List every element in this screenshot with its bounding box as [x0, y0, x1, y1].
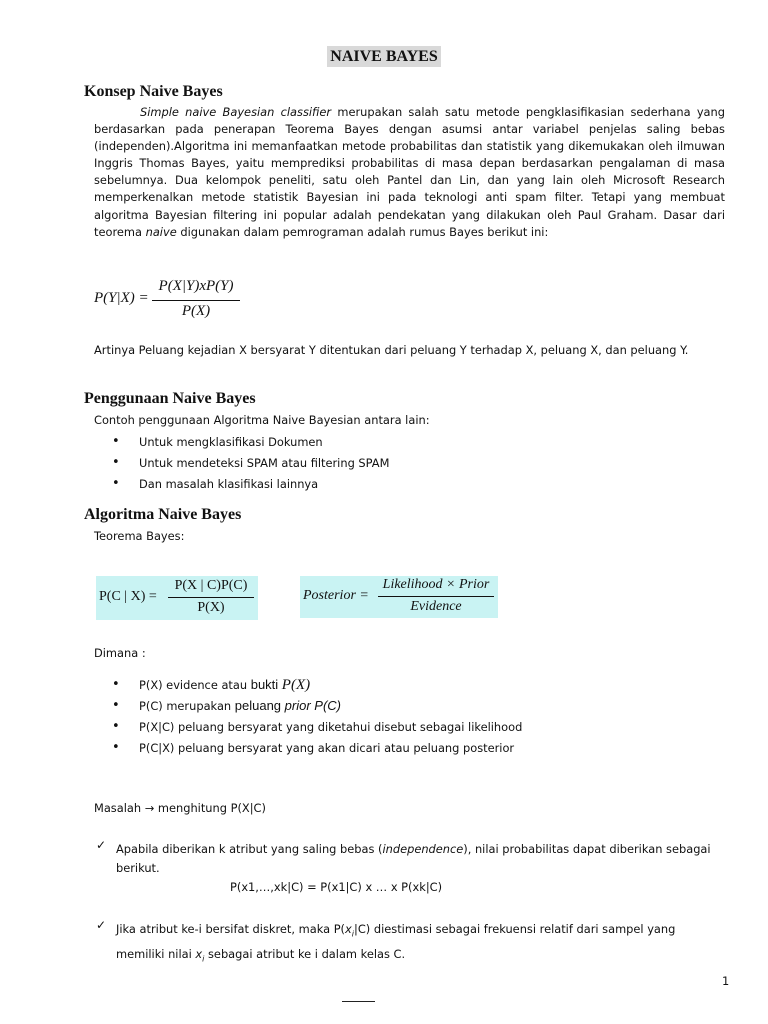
- check1-formula: P(x1,…,xk|C) = P(x1|C) x … x P(xk|C): [230, 880, 443, 894]
- title-text: NAIVE BAYES: [327, 46, 440, 67]
- formula1-fraction-bar: [152, 300, 240, 301]
- paragraph-konsep-body: [94, 104, 725, 241]
- check2-text: [116, 919, 726, 970]
- penggunaan-list: [112, 433, 389, 496]
- list-item-text: P(X) evidence atau: [139, 678, 251, 692]
- formula2-denominator: P(X): [197, 600, 225, 615]
- dimana-list: [112, 676, 522, 760]
- list-item-word: peluang: [234, 698, 285, 713]
- formula3-denominator: Evidence: [410, 599, 462, 614]
- formula1-numerator: P(X|Y)xP(Y): [158, 278, 234, 294]
- list-item-text: P(C|X) peluang bersyarat yang akan dicari atau peluang posterior: [139, 741, 515, 755]
- formula2-fraction-bar: [168, 597, 254, 598]
- list-item: • Dan masalah klasifikasi lainnya: [112, 475, 389, 496]
- page-number: 1: [722, 974, 730, 988]
- check2-a: Jika atribut ke-i bersifat diskret, maka P(: [116, 922, 346, 936]
- formula1-denominator: P(X): [181, 303, 211, 319]
- check1-post: ), nilai probabilitas dapat diberikan sebagai berikut.: [116, 842, 711, 875]
- naive-italic: naive: [145, 224, 177, 239]
- intro-italic: Simple naive Bayesian classifier: [140, 105, 332, 119]
- list-item-math: prior P(C): [284, 698, 341, 713]
- check1-pre: Apabila diberikan k atribut yang saling bebas (: [116, 842, 383, 856]
- paragraph-konsep: [94, 104, 725, 241]
- formula1-meaning: Artinya Peluang kejadian X bersyarat Y ditentukan dari peluang Y terhadap X, peluang X, dan peluang Y.: [94, 343, 689, 357]
- masalah-pre: Masalah: [94, 801, 145, 815]
- list-item-text: P(X|C) peluang bersyarat yang diketahui disebut sebagai likelihood: [139, 720, 523, 734]
- formula2-numerator: P(X | C)P(C): [174, 578, 248, 593]
- teorema-label: Teorema Bayes:: [94, 529, 185, 543]
- formula2-lhs: P(C | X) =: [99, 589, 157, 604]
- list-item-text: P(C) merupakan: [139, 699, 235, 713]
- list-item: [112, 697, 522, 718]
- intro-end: digunakan dalam pemrograman adalah rumus Bayes berikut ini:: [176, 224, 549, 239]
- masalah-line: [94, 801, 266, 815]
- formula-box-posterior: [300, 576, 498, 618]
- heading-konsep: Konsep Naive Bayes: [84, 83, 223, 100]
- intro-rest: merupakan salah satu metode pengklasifikasian sederhana yang berdasarkan pada penerapan Teorema Bayes dengan asumsi antar variabel penjelas saling bebas (independen).Algoritma ini memanfaatkan metode probabilitas dan statistik yang dikemukakan oleh ilmuwan Inggris Thomas Bayes, yaitu memprediksi probabilitas di masa depan berdasarkan pengalaman di masa sebelumnya. Dua kelompok peneliti, satu oleh Pantel dan Lin, dan yang lain oleh Microsoft Research memperkenalkan metode statistik Bayesian ini pada teknologi anti spam filter. Tetapi yang membuat algoritma Bayesian filtering ini popular adalah pendekatan yang dilakukan oleh Paul Graham. Dasar dari teorema: [94, 105, 725, 239]
- heading-algoritma: Algoritma Naive Bayes: [84, 506, 242, 523]
- formula1-lhs: P(Y|X) =: [94, 290, 149, 306]
- check2-b: |C) diestimasi sebagai frekuensi relatif dari sampel yang memiliki nilai: [116, 922, 676, 962]
- checkmark-icon: ✓: [96, 918, 107, 932]
- list-item: [112, 718, 522, 739]
- check2-xi2: $x_i$: [195, 947, 205, 964]
- penggunaan-intro: Contoh penggunaan Algoritma Naive Bayesian antara lain:: [94, 413, 430, 427]
- arrow-icon: →: [144, 801, 155, 815]
- list-item: [112, 676, 522, 697]
- bayes-formula-1: [94, 278, 314, 324]
- formula-box-bayes: [96, 576, 258, 620]
- checkmark-icon: ✓: [96, 838, 107, 852]
- formula3-lhs: Posterior =: [303, 588, 369, 603]
- list-item-word: bukti: [250, 677, 282, 692]
- formula3-numerator: Likelihood × Prior: [382, 577, 490, 592]
- list-item-math: P(X): [281, 677, 311, 693]
- dimana-label: Dimana :: [94, 646, 146, 660]
- check2-xi: $x_i$: [345, 922, 354, 939]
- masalah-post: menghitung P(X|C): [154, 801, 266, 815]
- document-title: [0, 46, 768, 66]
- check1-italic: independence: [382, 842, 464, 856]
- list-item: • Untuk mengklasifikasi Dokumen: [112, 433, 389, 454]
- list-item: • Untuk mendeteksi SPAM atau filtering SPAM: [112, 454, 389, 475]
- check1-text: [116, 840, 726, 878]
- check2-c: sebagai atribut ke i dalam kelas C.: [204, 947, 406, 962]
- formula3-fraction-bar: [378, 596, 494, 597]
- footer-line: [342, 1001, 375, 1002]
- heading-penggunaan: Penggunaan Naive Bayes: [84, 390, 256, 407]
- list-item: [112, 739, 522, 760]
